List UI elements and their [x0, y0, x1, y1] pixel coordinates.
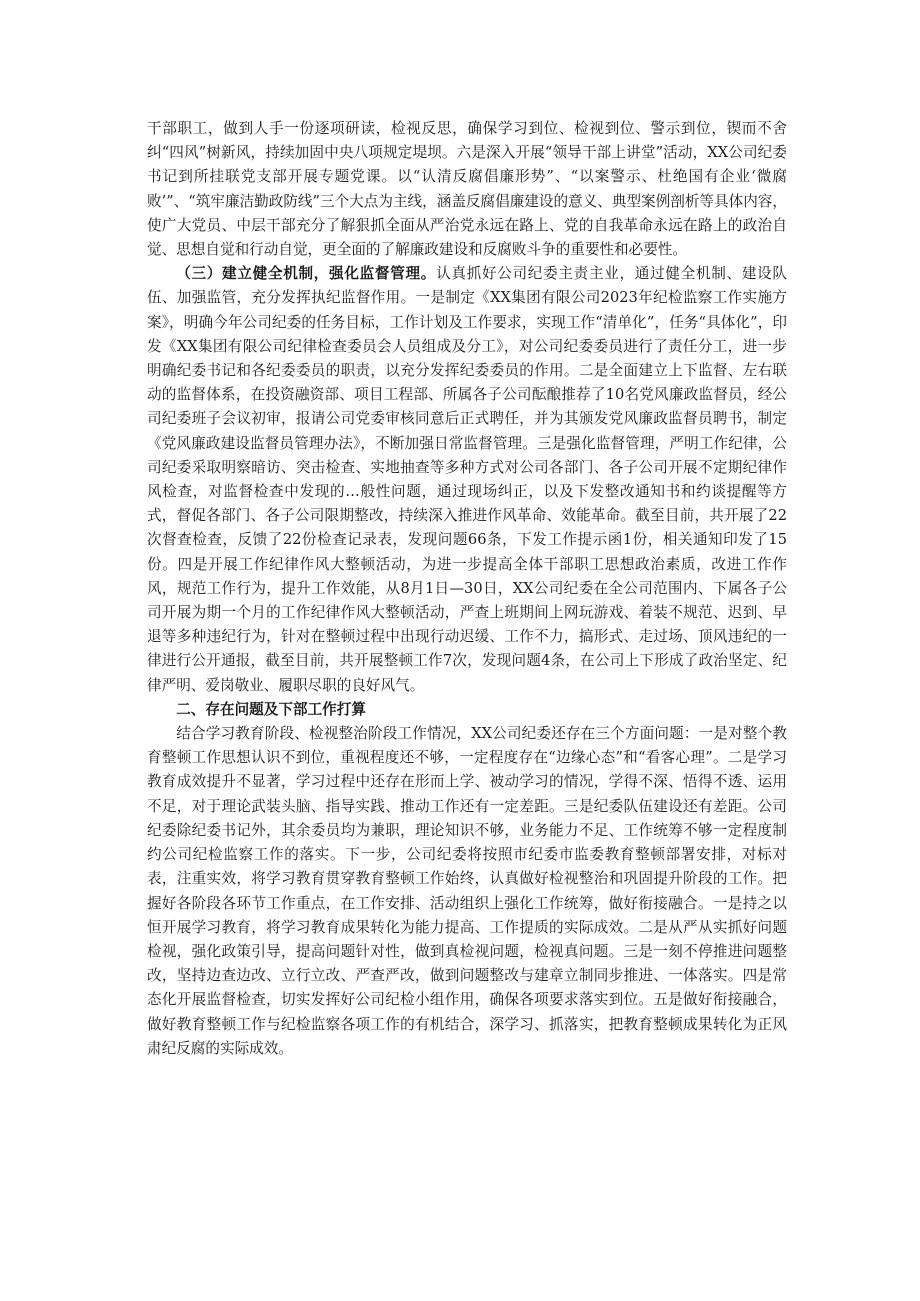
section-heading: 二、存在问题及下部工作打算	[176, 700, 366, 718]
document-body	[147, 117, 787, 1061]
paragraph-mechanism	[147, 262, 787, 698]
paragraph-problems-plans: 结合学习教育阶段、检视整治阶段工作情况，XX公司纪委还存在三个方面问题：一是对整个教育整顿工作思想认识不到位，重视程度还不够，一定程度存在“边缘心态”和“看客心理”。二是学习教育成效提升不显著，学习过程中还存在形而上学、被动学习的情况，学得不深、悟得不透、运用不足，对于理论武装头脑、指导实践、推动工作还有一定差距。三是纪委队伍建设还有差距。公司纪委除纪委书记外，其余委员均为兼职，理论知识不够，业务能力不足、工作统筹不够一定程度制约公司纪检监察工作的落实。下一步，公司纪委将按照市纪委市监委教育整顿部署安排，对标对表，注重实效，将学习教育贯穿教育整顿工作始终，认真做好检视整治和巩固提升阶段的工作。把握好各阶段各环节工作重点，在工作安排、活动组织上强化工作统筹，做好衔接融合。一是持之以恒开展学习教育，将学习教育成果转化为能力提高、工作提质的实际成效。二是从严从实抓好问题检视，强化政策引导，提高问题针对性，做到真检视问题，检视真问题。三是一刻不停推进问题整改，坚持边查边改、立行立改、严查严改，做到问题整改与建章立制同步推进、一体落实。四是常态化开展监督检查，切实发挥好公司纪检小组作用，确保各项要求落实到位。五是做好衔接融合，做好教育整顿工作与纪检监察各项工作的有机结合，深学习、抓落实，把教育整顿成果转化为正风肃纪反腐的实际成效。	[147, 725, 787, 1057]
paragraph-mechanism-body: 认真抓好公司纪委主责主业，通过健全机制、建设队伍、加强监管，充分发挥执纪监督作用。一是制定《XX集团有限公司2023年纪检监察工作实施方案》，明确今年公司纪委的任务目标，工作计划及工作要求，实现工作“清单化”，任务“具体化”，印发《XX集团有限公司纪律检查委员会人员组成及分工》，对公司纪委委员进行了责任分工，进一步明确纪委书记和各纪委委员的职责，以充分发挥纪委委员的作用。二是全面建立上下监督、左右联动的监督体系，在投资融资部、项目工程部、所属各子公司酝酿推荐了10名党风廉政监督员，经公司纪委班子会议初审，报请公司党委审核同意后正式聘任，并为其颁发党风廉政监督员聘书，制定《党风廉政建设监督员管理办法》，不断加强日常监督管理。三是强化监督管理，严明工作纪律，公司纪委采取明察暗访、突击检查、实地抽查等多种方式对公司各部门、各子公司开展不定期纪律作风检查，对监督检查中发现的…般性问题，通过现场纠正，以及下发整改通知书和约谈提醒等方式，督促各部门、各子公司限期整改，持续深入推进作风革命、效能革命。截至目前，共开展了22次督查检查，反馈了22份检查记录表，发现问题66条，下发工作提示函1份，相关通知印发了15份。四是开展工作纪律作风大整顿活动，为进一步提高全体干部职工思想政治素质，改进工作作风，规范工作行为，提升工作效能，从8月1日—30日，XX公司纪委在全公司范围内、下属各子公司开展为期一个月的工作纪律作风大整顿活动，严查上班期间上网玩游戏、着装不规范、迟到、早退等多种违纪行为，针对在整顿过程中出现行动迟缓、工作不力，搞形式、走过场、顶风违纪的一律进行公开通报，截至目前，共开展整顿工作7次，发现问题4条，在公司上下形成了政治坚定、纪律严明、爱岗敬业、履职尽职的良好风气。	[147, 265, 787, 694]
subsection-lead: （三）建立健全机制，强化监督管理。	[176, 265, 437, 283]
paragraph-continued: 干部职工，做到人手一份逐项研读，检视反思，确保学习到位、检视到位、警示到位，锲而不舍纠“四风”树新风，持续加固中央八项规定堤坝。六是深入开展“领导干部上讲堂”活动，XX公司纪委书记到所挂联党支部开展专题党课。以“认清反腐倡廉形势”、“以案警示、杜绝国有企业‘微腐败’”、“筑牢廉洁勤政防线”三个大点为主线，涵盖反腐倡廉建设的意义、典型案例剖析等具体内容，使广大党员、中层干部充分了解狠抓全面从严治党永远在路上、党的自我革命永远在路上的政治自觉、思想自觉和行动自觉，更全面的了解廉政建设和反腐败斗争的重要性和必要性。	[147, 120, 787, 259]
